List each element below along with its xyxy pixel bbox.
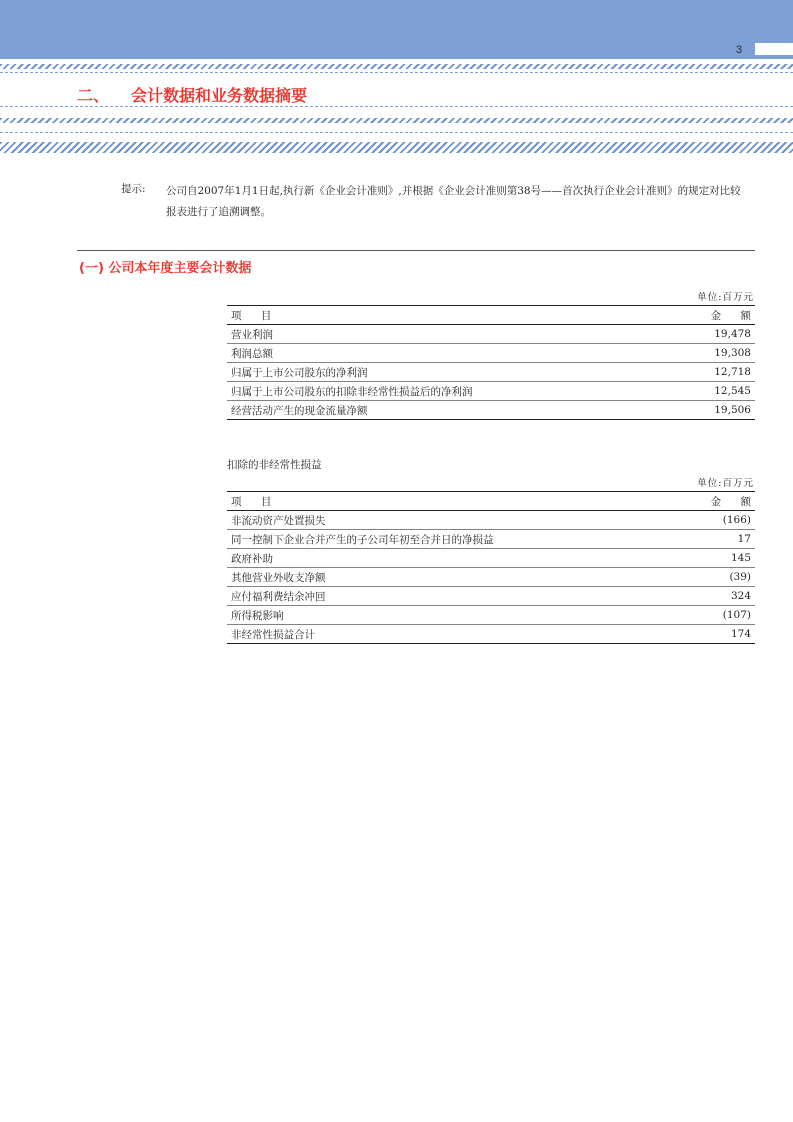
row-item: 同一控制下企业合并产生的子公司年初至合并日的净损益 [231, 533, 494, 546]
row-item: 非流动资产处置损失 [231, 514, 326, 527]
row-amount: (107) [722, 609, 751, 621]
header-band [0, 0, 793, 59]
hatch-stripe-top [0, 64, 793, 69]
subsection-title: (一) 公司本年度主要会计数据 [79, 261, 252, 276]
table2-title: 扣除的非经常性损益 [227, 459, 322, 471]
row-amount: 17 [737, 533, 751, 545]
section-title-text: 会计数据和业务数据摘要 [131, 86, 308, 105]
row-amount: 19,506 [714, 404, 751, 416]
table-row [227, 511, 755, 530]
non-recurring-table [227, 491, 759, 644]
row-item: 政府补助 [231, 552, 273, 565]
row-item: 其他营业外收支净额 [231, 571, 326, 584]
row-amount: 12,718 [714, 366, 751, 378]
row-amount: 324 [730, 590, 751, 602]
subsection-rule [77, 250, 755, 251]
dashed-rule-2 [0, 132, 793, 133]
dashed-rule-top [0, 72, 793, 73]
table2-unit: 单位:百万元 [697, 478, 754, 489]
table-row [227, 625, 755, 644]
table-row [227, 382, 755, 401]
table-row [227, 549, 755, 568]
table-row [227, 530, 755, 549]
row-item: 所得税影响 [231, 609, 284, 622]
table-row [227, 587, 755, 606]
row-item: 归属于上市公司股东的扣除非经常性损益后的净利润 [231, 385, 473, 398]
dashed-rule-1 [0, 106, 793, 107]
hatch-stripe-middle [0, 118, 793, 123]
table-row [227, 344, 755, 363]
header-amount: 金 额 [710, 309, 759, 322]
row-item: 营业利润 [231, 328, 273, 341]
table-header [227, 305, 759, 325]
section-title [77, 83, 307, 106]
main-accounting-table [227, 305, 759, 420]
row-amount: 174 [730, 628, 751, 640]
hatch-stripe-bottom [0, 142, 793, 153]
table1-unit: 单位:百万元 [697, 292, 754, 303]
row-amount: 12,545 [714, 385, 751, 397]
table-row [227, 325, 755, 344]
table-header [227, 491, 759, 511]
table-row [227, 568, 755, 587]
note-label: 提示: [121, 183, 146, 195]
row-amount: 19,478 [714, 328, 751, 340]
row-item: 归属于上市公司股东的净利润 [231, 366, 368, 379]
row-amount: (39) [729, 571, 751, 583]
row-amount: 145 [730, 552, 751, 564]
row-item: 经营活动产生的现金流量净额 [231, 404, 368, 417]
table-row [227, 363, 755, 382]
row-amount: (166) [722, 514, 751, 526]
page-number: 3 [736, 44, 743, 56]
table-row [227, 401, 755, 420]
note-text: 公司自2007年1月1日起,执行新《企业会计准则》,并根据《企业会计准则第38号——首次执行企业会计准则》的规定对比较报表进行了追溯调整。 [166, 185, 741, 218]
header-item: 项 目 [231, 309, 280, 322]
row-item: 利润总额 [231, 347, 273, 360]
row-amount: 19,308 [714, 347, 751, 359]
header-amount: 金 额 [710, 495, 759, 508]
page-number-tab [754, 42, 793, 56]
row-item: 非经常性损益合计 [231, 628, 315, 641]
row-item: 应付福利费结余冲回 [231, 590, 326, 603]
header-item: 项 目 [231, 495, 280, 508]
table-row [227, 606, 755, 625]
section-number: 二、 [77, 86, 110, 105]
